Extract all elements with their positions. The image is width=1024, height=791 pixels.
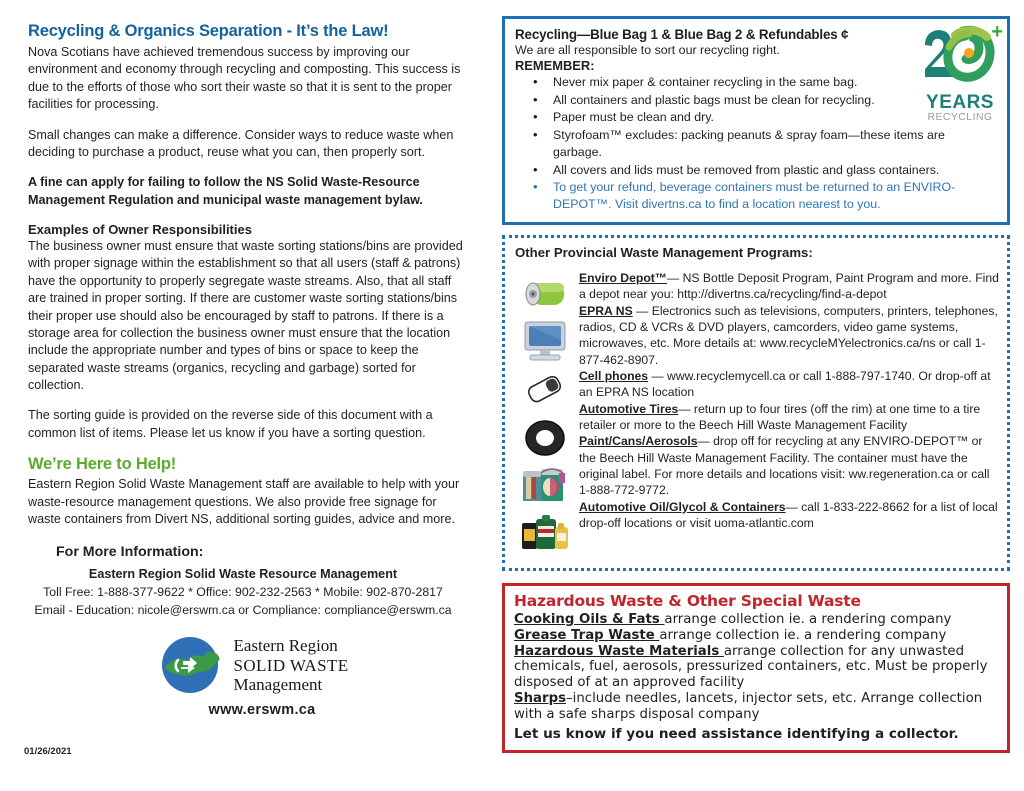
right-column <box>492 0 1024 791</box>
program-description: — return up to four tires (off the rim) at one time to a tire retailer or more to the Beech Hill Waste Management Facility <box>579 401 981 432</box>
hazard-term: Cooking Oils & Fats <box>514 611 665 627</box>
list-item-cell-phones <box>579 368 999 401</box>
list-item-automotive-tires <box>579 401 999 434</box>
help-heading: We’re Here to Help! <box>28 455 177 474</box>
cell-phone-icon <box>522 366 568 414</box>
program-description: — www.recyclemycell.ca or call 1-888-797-1740. Or drop-off at an EPRA NS location <box>579 368 991 400</box>
program-term: EPRA NS <box>579 303 633 318</box>
tire-icon <box>522 414 568 462</box>
list-item: • Never mix paper & container recycling in the same bag. <box>533 74 997 91</box>
intro-paragraph-2: Small changes can make a difference. Consider ways to reduce waste when deciding to purchase a product, reuse what you can, then properly sort. <box>28 127 454 159</box>
paint-cans-icon <box>519 462 571 510</box>
globe-recycling-icon <box>157 633 223 697</box>
recycling-box-title: Recycling—Blue Bag 1 & Blue Bag 2 & Refundables ¢ <box>515 27 849 42</box>
logo-line-1: Eastern Region <box>233 636 338 656</box>
page-title: Recycling & Organics Separation - It’s the Law! <box>28 22 389 40</box>
sorting-guide-paragraph: The sorting guide is provided on the reverse side of this document with a common list of items. Please let us know if you have a sorting question. <box>28 408 433 440</box>
program-description: — NS Bottle Deposit Program, Paint Program and more. Find a depot near you: http://divertns.ca/recycling/find-a-depot <box>579 270 999 302</box>
hazardous-closing-note: Let us know if you need assistance identifying a collector. <box>514 725 959 742</box>
hazard-description: –include needles, lancets, injector sets, etc. Arrange collection with a safe sharps disposal company <box>514 690 983 722</box>
hazard-term: Sharps <box>514 690 567 706</box>
fine-notice: A fine can apply for failing to follow the NS Solid Waste-Resource Management Regulation and municipal waste management bylaw. <box>28 175 423 207</box>
remember-label: REMEMBER: <box>515 58 595 73</box>
program-description: — Electronics such as televisions, computers, printers, telephones, radios, CD & VCRs & DVD players, camcorders, video game systems, microwaves, etc. More details at: www.recycleMYelectronics.ca/ns or call 1-877-462-8907. <box>579 303 998 367</box>
hazard-description: arrange collection for any unwasted chemicals, fuel, aerosols, pressurized containers, etc. Must be properly disposed of at an approved facility <box>514 643 988 691</box>
programs-text-column <box>575 270 999 558</box>
program-term: Enviro Depot™ <box>579 270 668 285</box>
hazard-description: arrange collection ie. a rendering company <box>659 627 947 643</box>
programs-list <box>515 270 999 558</box>
more-information-heading: For More Information: <box>56 544 204 561</box>
logo-line-3: Management <box>233 674 323 694</box>
revision-date: 01/26/2021 <box>24 746 72 757</box>
programs-box-title: Other Provincial Waste Management Programs: <box>515 244 813 260</box>
list-item: • Paper must be clean and dry. <box>533 109 997 126</box>
list-item-grease-trap <box>514 628 999 644</box>
website-url[interactable]: www.erswm.ca <box>208 702 316 719</box>
anniversary-logo <box>919 21 1003 123</box>
program-term: Paint/Cans/Aerosols <box>579 434 698 449</box>
program-description: — drop off for recycling at any ENVIRO-DEPOT™ or the Beech Hill Waste Management Facility. The container must have the original label. For more details and locations visit: ww.regeneration.ca or call 1-888-772-9772. <box>579 434 990 498</box>
list-item-hazardous-materials <box>514 644 999 691</box>
hazard-term: Hazardous Waste Materials <box>514 643 724 659</box>
owner-responsibilities-heading: Examples of Owner Responsibilities <box>28 222 252 237</box>
bottle-deposit-icon <box>522 270 568 318</box>
recycling-info-box <box>502 16 1010 225</box>
list-item: • Styrofoam™ excludes: packing peanuts & spray foam—these items are garbage. <box>533 127 997 160</box>
list-item-cooking-oils <box>514 612 999 628</box>
list-item-paint-cans-aerosols <box>579 433 999 498</box>
list-item-refund: • To get your refund, beverage containers must be returned to an ENVIRO-DEPOT™. Visit divertns.ca to find a location nearest to you. <box>533 179 997 212</box>
intro-paragraph-1: Nova Scotians have achieved tremendous success by improving our environment and economy through recycling and composting. This success is due to the efforts of those who sort their waste so that it is sent to the proper facilities for processing. <box>28 45 461 112</box>
program-description: — call 1-833-222-8662 for a list of local drop-off locations or visit uoma-atlantic.com <box>579 499 998 531</box>
erswm-logo <box>28 633 472 697</box>
list-item-sharps <box>514 691 999 723</box>
program-term: Automotive Oil/Glycol & Containers <box>579 499 786 514</box>
program-term: Automotive Tires <box>579 401 679 416</box>
anniversary-years-label: YEARS <box>926 92 994 113</box>
anniversary-plus-sign: + <box>991 21 1003 43</box>
list-item: • All containers and plastic bags must be clean for recycling. <box>533 92 997 109</box>
hazardous-box-title: Hazardous Waste & Other Special Waste <box>514 591 861 610</box>
hazardous-waste-box <box>502 583 1010 753</box>
program-term: Cell phones <box>579 368 649 383</box>
contact-emails: Email - Education: nicole@erswm.ca or Compliance: compliance@erswm.ca <box>34 602 452 617</box>
computer-monitor-icon <box>520 318 570 366</box>
contact-phones: Toll Free: 1-888-377-9622 * Office: 902-232-2563 * Mobile: 902-870-2817 <box>43 585 443 600</box>
twenty-years-mark-icon <box>919 25 1001 87</box>
help-paragraph: Eastern Region Solid Waste Management staff are available to help with your waste-resource management questions. We also provide free signage for waste containers from Divert NS, additional sorting guides, advice and more. <box>28 477 460 526</box>
left-column <box>0 0 492 791</box>
list-item-enviro-depot <box>579 270 999 303</box>
motor-oil-icon <box>519 510 571 558</box>
provincial-programs-box <box>502 235 1010 571</box>
erswm-logo-text <box>233 636 348 693</box>
list-item-epra-ns <box>579 303 999 368</box>
recycling-box-lead: We are all responsible to sort our recycling right. <box>515 43 780 57</box>
contact-block <box>28 566 458 619</box>
contact-organization: Eastern Region Solid Waste Resource Management <box>88 567 398 582</box>
list-item-automotive-oil <box>579 499 999 532</box>
anniversary-recycling-label: RECYCLING <box>927 112 993 123</box>
logo-line-2: SOLID WASTE <box>233 655 349 675</box>
hazard-description: arrange collection ie. a rendering company <box>664 611 952 627</box>
hazard-term: Grease Trap Waste <box>514 627 660 643</box>
list-item: • All covers and lids must be removed from plastic and glass containers. <box>533 162 997 179</box>
owner-responsibilities-paragraph: The business owner must ensure that waste sorting stations/bins are provided with proper signage within the establishment so that all users (staff & patrons) have the opportunity to properly segregate waste streams. Also, that all staff are trained in proper sorting. If there are customer waste sorting stations/bins their proper use should also be encouraged by staff to patrons. If there is a storage area for collection the business owner must ensure that the location include the appropriate number and types of bins or space to keep the separated waste streams (organics, recycling and garbage) sorted for collection. <box>28 239 463 392</box>
programs-icon-column <box>515 270 575 558</box>
